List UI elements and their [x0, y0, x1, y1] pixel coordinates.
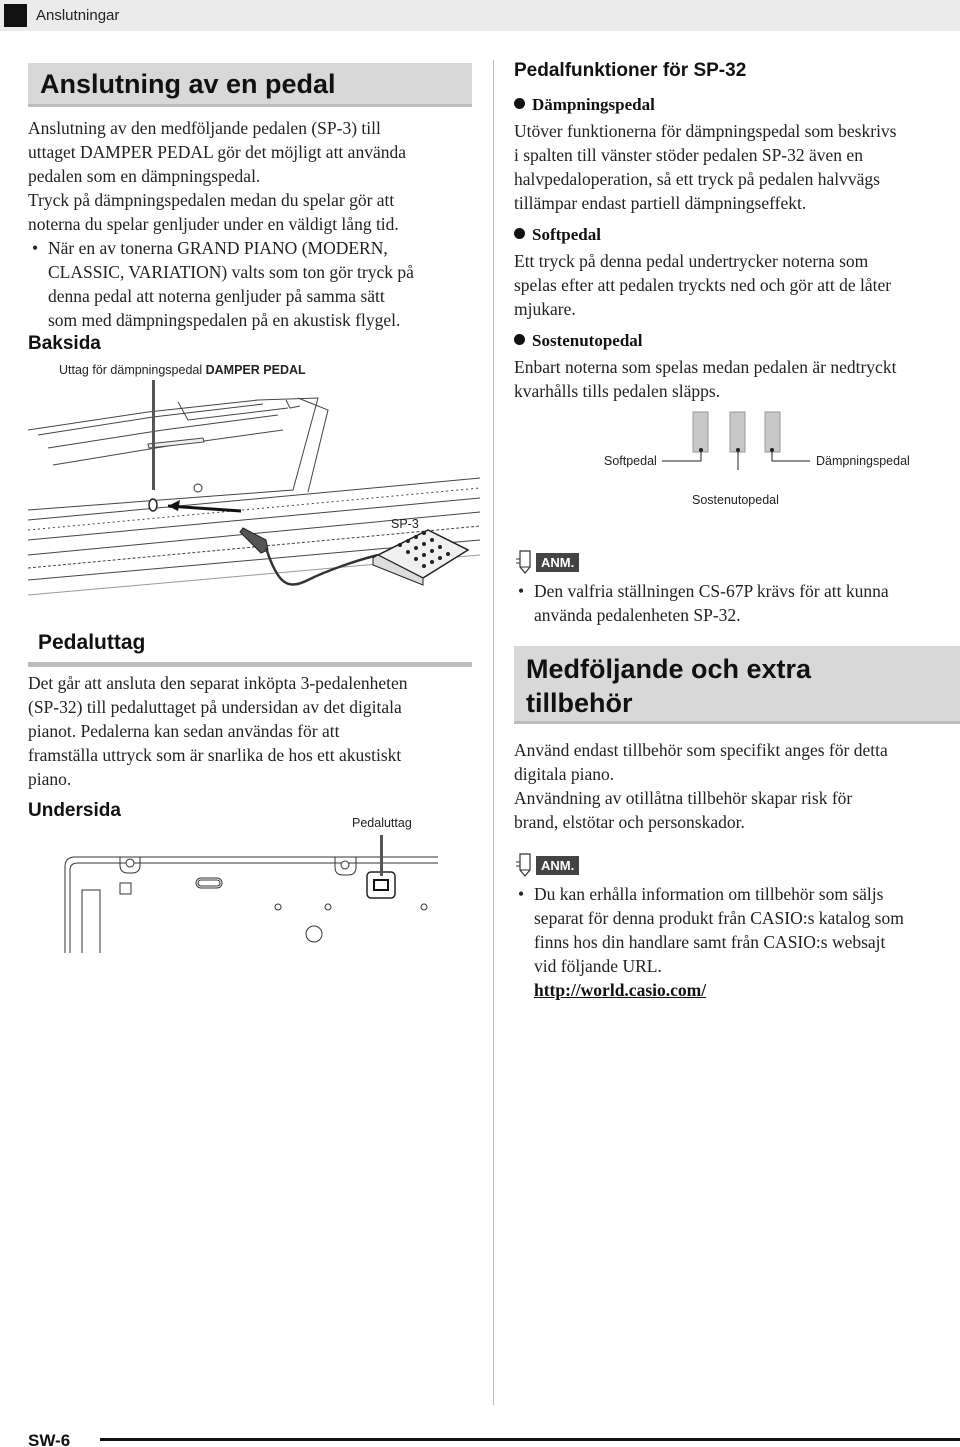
casio-url-link[interactable]: http://world.casio.com/: [534, 980, 707, 1000]
pedal-jack-line: Det går att ansluta den separat inköpta 3-pedalenheten: [28, 673, 408, 693]
section-label: Anslutningar: [36, 7, 120, 24]
note-badge-2: [514, 852, 594, 880]
damper-label-bold: DAMPER PEDAL: [205, 363, 306, 377]
damper-jack-label: [59, 363, 306, 377]
note-2-bullet: [514, 882, 960, 1002]
note-tag: ANM.: [536, 553, 579, 572]
damper-title-text: Dämpningspedal: [532, 95, 655, 114]
damper-line: halvpedaloperation, så ett tryck på pedalen halvvägs: [514, 169, 880, 189]
note-badge-1: [514, 549, 594, 577]
heading-box-accessories: [514, 646, 960, 724]
header-marker: [4, 4, 27, 27]
pedal-jack-line: piano.: [28, 769, 72, 789]
accessories-line: brand, elstötar och personskador.: [514, 812, 745, 832]
bullet-line: När en av tonerna GRAND PIANO (MODERN,: [48, 238, 388, 258]
sostenuto-pedal-label: Sostenutopedal: [692, 493, 779, 507]
bullet-icon: •: [518, 884, 525, 904]
accessories-line: Använd endast tillbehör som specifikt anges för detta: [514, 740, 888, 760]
intro-paragraph: [28, 116, 478, 236]
page-number: SW-6: [28, 1431, 71, 1447]
heading-accessories-line: tillbehör: [526, 688, 633, 718]
footer-rule: [100, 1438, 960, 1441]
intro-line: uttaget DAMPER PEDAL gör det möjligt att använda: [28, 142, 406, 162]
underside-illustration: [60, 835, 440, 953]
soft-line: spelas efter att pedalen tryckts ned och gör att de låter: [514, 275, 892, 295]
bullet-icon: •: [518, 581, 525, 601]
heading-accessories: [526, 652, 811, 720]
intro-line: noterna du spelar genljuder under en väldigt lång tid.: [28, 214, 399, 234]
soft-line: Ett tryck på denna pedal undertrycker noterna som: [514, 251, 869, 271]
note-1-bullet: [514, 579, 960, 627]
accessories-paragraph: [514, 738, 960, 834]
bullet-dot-icon: [514, 98, 525, 109]
column-divider: [493, 60, 494, 1405]
heading-box-pedal-jack: [28, 627, 472, 667]
soft-line: mjukare.: [514, 299, 576, 319]
grand-piano-bullet: [28, 236, 478, 332]
damper-label-text: Uttag för dämpningspedal: [59, 363, 206, 377]
heading-pedal-functions: Pedalfunktioner för SP-32: [514, 60, 747, 81]
sostenuto-pedal-title: [514, 331, 643, 351]
damper-description: [514, 119, 960, 215]
bullet-line: denna pedal att noterna genljuder på samma sätt: [48, 286, 385, 306]
accessories-line: Användning av otillåtna tillbehör skapar risk för: [514, 788, 853, 808]
heading-accessories-line: Medföljande och extra: [526, 654, 812, 684]
pencil-note-icon: [514, 549, 536, 575]
damper-line: i spalten till vänster stöder pedalen SP-32 även en: [514, 145, 863, 165]
pedal-jack-line: (SP-32) till pedaluttaget på undersidan av det digitala: [28, 697, 402, 717]
sostenuto-description: [514, 355, 960, 403]
damper-line: tillämpar endast partiell dämpningseffekt.: [514, 193, 807, 213]
header-bar: [0, 0, 960, 31]
note-2-line: Du kan erhålla information om tillbehör som säljs: [534, 884, 884, 904]
note-1-line: använda pedalenheten SP-32.: [534, 605, 741, 625]
note-2-line: finns hos din handlare samt från CASIO:s websajt: [534, 932, 886, 952]
intro-line: pedalen som en dämpningspedal.: [28, 166, 261, 186]
heading-box-pedal: [28, 63, 472, 107]
damper-pedal-title: [514, 95, 655, 115]
soft-title-text: Softpedal: [532, 225, 601, 244]
pedal-jack-line: framställa uttryck som är snarlika de hos ett akustiskt: [28, 745, 402, 765]
sostenuto-title-text: Sostenutopedal: [532, 331, 643, 350]
bullet-dot-icon: [514, 228, 525, 239]
sp3-label: SP-3: [391, 517, 419, 531]
bullet-line: som med dämpningspedalen på en akustisk flygel.: [48, 310, 401, 330]
sostenuto-line: kvarhålls tills pedalen släpps.: [514, 381, 721, 401]
soft-pedal-label: Softpedal: [604, 454, 657, 468]
bullet-icon: •: [32, 238, 39, 258]
damper-pedal-label: Dämpningspedal: [816, 454, 910, 468]
intro-line: Tryck på dämpningspedalen medan du spelar gör att: [28, 190, 395, 210]
heading-pedal-connection: Anslutning av en pedal: [40, 69, 336, 99]
intro-line: Anslutning av den medföljande pedalen (SP-3) till: [28, 118, 381, 138]
soft-pedal-title: [514, 225, 601, 245]
note-2-line: vid följande URL.: [534, 956, 662, 976]
note-tag: ANM.: [536, 856, 579, 875]
soft-description: [514, 249, 960, 321]
back-panel-illustration: [28, 380, 480, 610]
heading-pedal-jack: Pedaluttag: [38, 631, 146, 654]
pencil-note-icon: [514, 852, 536, 878]
accessories-line: digitala piano.: [514, 764, 615, 784]
heading-underside: Undersida: [28, 800, 121, 821]
sostenuto-line: Enbart noterna som spelas medan pedalen är nedtryckt: [514, 357, 897, 377]
heading-back-side: Baksida: [28, 333, 101, 354]
pedal-jack-label: Pedaluttag: [352, 816, 412, 830]
pedal-jack-line: pianot. Pedalerna kan sedan användas för att: [28, 721, 340, 741]
note-2-line: separat för denna produkt från CASIO:s katalog som: [534, 908, 904, 928]
pedal-jack-paragraph: [28, 671, 478, 791]
damper-line: Utöver funktionerna för dämpningspedal som beskrivs: [514, 121, 897, 141]
bullet-line: CLASSIC, VARIATION) valts som ton gör tryck på: [48, 262, 414, 282]
note-1-line: Den valfria ställningen CS-67P krävs för att kunna: [534, 581, 889, 601]
bullet-dot-icon: [514, 334, 525, 345]
